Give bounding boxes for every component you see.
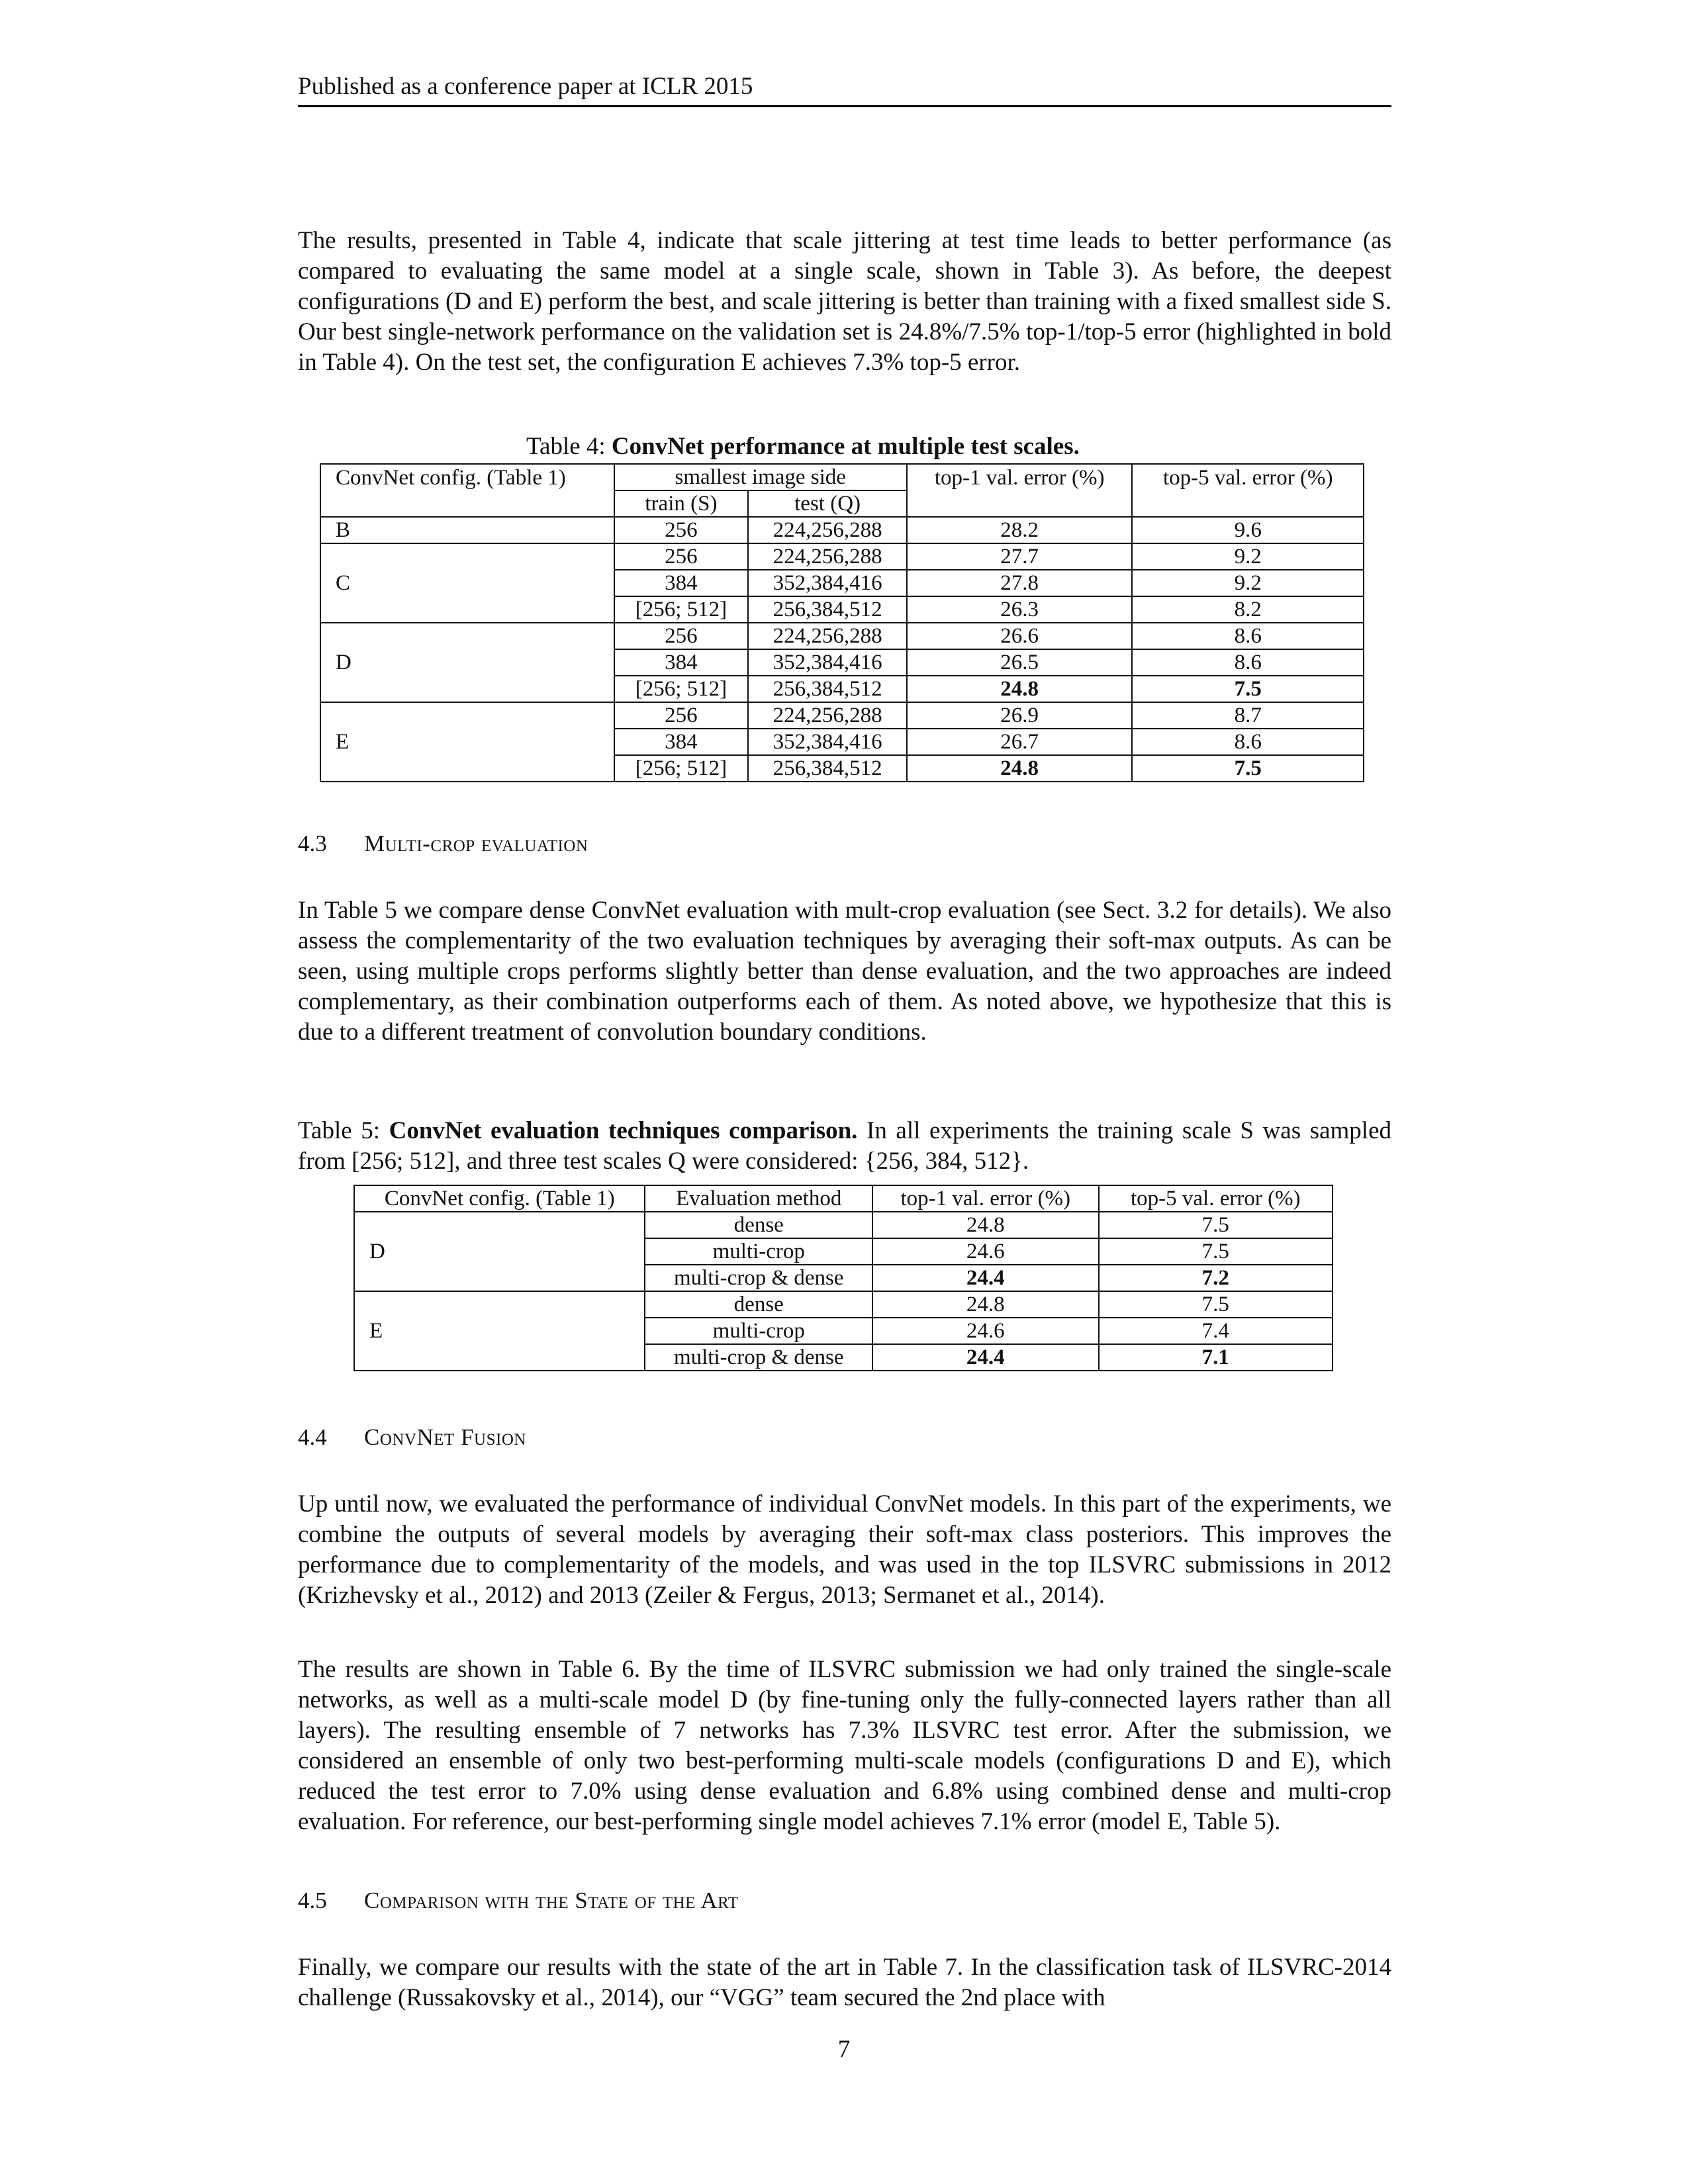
- table5-top1-cell: 24.8: [872, 1291, 1099, 1318]
- header-rule: [298, 105, 1391, 107]
- table4-caption-prefix: Table 4:: [526, 433, 612, 460]
- table5-top5-cell: 7.2: [1099, 1265, 1333, 1291]
- table4-subheader-top5-blank: [1132, 490, 1364, 517]
- table5-header-config: ConvNet config. (Table 1): [354, 1185, 645, 1212]
- table4: [320, 463, 1364, 782]
- table4-train-cell: [256; 512]: [614, 596, 749, 623]
- section-4-3-title: Multi-crop evaluation: [364, 831, 588, 856]
- table5-method-cell: multi-crop: [645, 1238, 872, 1265]
- table4-test-cell: 352,384,416: [748, 729, 907, 755]
- table5-method-cell: multi-crop & dense: [645, 1265, 872, 1291]
- table4-top1-cell: 26.5: [907, 649, 1133, 676]
- table4-header-top1: top-1 val. error (%): [907, 464, 1133, 490]
- table4-config-cell: C: [320, 543, 614, 623]
- state-of-art-paragraph: Finally, we compare our results with the state of the art in Table 7. In the classification task of ILSVRC-2014 challenge (Russakovsky et al., 2014), our “VGG” team secured the 2nd place with: [298, 1954, 1391, 2011]
- section-4-5-number: 4.5: [298, 1888, 327, 1913]
- table4-row: [320, 543, 1364, 570]
- section-4-4-number: 4.4: [298, 1424, 327, 1450]
- section-4-3-number: 4.3: [298, 831, 327, 856]
- section-4-3-heading: [298, 829, 588, 858]
- table5-caption-prefix: Table 5:: [298, 1117, 389, 1144]
- table5-header-top5: top-5 val. error (%): [1099, 1185, 1333, 1212]
- table4-train-cell: [256; 512]: [614, 676, 749, 702]
- table5-top5-cell: 7.1: [1099, 1344, 1333, 1371]
- table4-test-cell: 352,384,416: [748, 570, 907, 596]
- table5-caption: [298, 1116, 1391, 1177]
- table4-top1-cell: 26.6: [907, 623, 1133, 649]
- table5-method-cell: multi-crop: [645, 1318, 872, 1344]
- table4-train-cell: 256: [614, 543, 749, 570]
- table4-top5-cell: 9.2: [1132, 570, 1364, 596]
- table4-train-cell: 256: [614, 623, 749, 649]
- table5-header-method: Evaluation method: [645, 1185, 872, 1212]
- table5-header-row: [354, 1185, 1333, 1212]
- table4-top5-cell: 8.6: [1132, 649, 1364, 676]
- table4-top1-cell: 24.8: [907, 755, 1133, 782]
- table4-test-cell: 256,384,512: [748, 596, 907, 623]
- section-4-5-title: Comparison with the State of the Art: [364, 1888, 739, 1913]
- table4-top5-cell: 7.5: [1132, 676, 1364, 702]
- table4-test-cell: 256,384,512: [748, 755, 907, 782]
- table4-top5-cell: 8.6: [1132, 623, 1364, 649]
- table5-row: [354, 1212, 1333, 1238]
- table4-train-cell: [256; 512]: [614, 755, 749, 782]
- running-header: Published as a conference paper at ICLR 2015: [298, 73, 753, 100]
- table4-top1-cell: 26.7: [907, 729, 1133, 755]
- table5-caption-title: ConvNet evaluation techniques comparison.: [389, 1117, 858, 1144]
- table4-train-cell: 256: [614, 517, 749, 543]
- table4-subheader-config-blank: [320, 490, 614, 517]
- table5-top1-cell: 24.8: [872, 1212, 1099, 1238]
- table4-header-smallest-side: smallest image side: [614, 464, 907, 490]
- table4-top5-cell: 9.2: [1132, 543, 1364, 570]
- table4-config-cell: E: [320, 702, 614, 782]
- table5-top5-cell: 7.5: [1099, 1291, 1333, 1318]
- fusion-paragraph-2: The results are shown in Table 6. By the time of ILSVRC submission we had only trained the single-scale networks, as well as a multi-scale model D (by fine-tuning only the fully-connected layers rather than all layers). The resulting ensemble of 7 networks has 7.3% ILSVRC test error. After the submission, we considered an ensemble of only two best-performing multi-scale models (configurations D and E), which reduced the test error to 7.0% using dense evaluation and 6.8% using combined dense and multi-crop evaluation. For reference, our best-performing single model achieves 7.1% error (model E, Table 5).: [298, 1656, 1391, 1835]
- table4-caption-title: ConvNet performance at multiple test scales.: [611, 433, 1080, 460]
- table4-test-cell: 256,384,512: [748, 676, 907, 702]
- table4-header-config: ConvNet config. (Table 1): [320, 464, 614, 490]
- table4-row: [320, 517, 1364, 543]
- table5-top1-cell: 24.6: [872, 1238, 1099, 1265]
- table4-top5-cell: 8.6: [1132, 729, 1364, 755]
- section-4-5-heading: [298, 1886, 739, 1915]
- table5-header-top1: top-1 val. error (%): [872, 1185, 1099, 1212]
- table5-top5-cell: 7.5: [1099, 1212, 1333, 1238]
- table4-top1-cell: 26.9: [907, 702, 1133, 729]
- table4-train-cell: 256: [614, 702, 749, 729]
- multicrop-paragraph: In Table 5 we compare dense ConvNet evaluation with mult-crop evaluation (see Sect. 3.2 for details). We also assess the complementarity of the two evaluation techniques by averaging their soft-max outputs. As can be seen, using multiple crops performs slightly better than dense evaluation, and the two approaches are indeed complementary, as their combination outperforms each of them. As noted above, we hypothesize that this is due to a different treatment of convolution boundary conditions.: [298, 897, 1391, 1046]
- table5: [353, 1185, 1333, 1371]
- table5-top1-cell: 24.4: [872, 1344, 1099, 1371]
- table5-method-cell: multi-crop & dense: [645, 1344, 872, 1371]
- table4-train-cell: 384: [614, 570, 749, 596]
- table4-top1-cell: 24.8: [907, 676, 1133, 702]
- table5-top5-cell: 7.5: [1099, 1238, 1333, 1265]
- table4-header-top5: top-5 val. error (%): [1132, 464, 1364, 490]
- table4-header-train: train (S): [614, 490, 749, 517]
- table4-test-cell: 224,256,288: [748, 543, 907, 570]
- table4-top1-cell: 28.2: [907, 517, 1133, 543]
- table4-row: [320, 623, 1364, 649]
- table5-row: [354, 1291, 1333, 1318]
- table5-top5-cell: 7.4: [1099, 1318, 1333, 1344]
- table4-test-cell: 352,384,416: [748, 649, 907, 676]
- table4-train-cell: 384: [614, 729, 749, 755]
- table4-top5-cell: 9.6: [1132, 517, 1364, 543]
- table4-test-cell: 224,256,288: [748, 702, 907, 729]
- table5-config-cell: D: [354, 1212, 645, 1291]
- table4-test-cell: 224,256,288: [748, 623, 907, 649]
- page-number: 7: [837, 2036, 851, 2063]
- table4-top1-cell: 26.3: [907, 596, 1133, 623]
- table4-top1-cell: 27.7: [907, 543, 1133, 570]
- table5-top1-cell: 24.4: [872, 1265, 1099, 1291]
- table4-top5-cell: 8.2: [1132, 596, 1364, 623]
- table5-config-cell: E: [354, 1291, 645, 1371]
- fusion-paragraph-1: Up until now, we evaluated the performance of individual ConvNet models. In this part of the experiments, we combine the outputs of several models by averaging their soft-max class posteriors. This improves the performance due to complementarity of the models, and was used in the top ILSVRC submissions in 2012 (Krizhevsky et al., 2012) and 2013 (Zeiler & Fergus, 2013; Sermanet et al., 2014).: [298, 1490, 1391, 1609]
- table4-subheader-top1-blank: [907, 490, 1133, 517]
- section-4-4-heading: [298, 1423, 526, 1452]
- results-paragraph: The results, presented in Table 4, indicate that scale jittering at test time leads to better performance (as compared to evaluating the same model at a single scale, shown in Table 3). As before, the deepest configurations (D and E) perform the best, and scale jittering is better than training with a fixed smallest side S. Our best single-network performance on the validation set is 24.8%/7.5% top-1/top-5 error (highlighted in bold in Table 4). On the test set, the configuration E achieves 7.3% top-5 error.: [298, 227, 1391, 376]
- table4-config-cell: D: [320, 623, 614, 702]
- table4-config-cell: B: [320, 517, 614, 543]
- table4-top5-cell: 8.7: [1132, 702, 1364, 729]
- table4-header-test: test (Q): [748, 490, 907, 517]
- table4-train-cell: 384: [614, 649, 749, 676]
- table5-caption-rest: In all experiments the training scale S was sampled from [256; 512], and three test scales Q were considered: {256, 384, 512}.: [298, 1117, 1391, 1175]
- table4-row: [320, 702, 1364, 729]
- table4-subheader-row: [320, 490, 1364, 517]
- table5-method-cell: dense: [645, 1212, 872, 1238]
- table5-top1-cell: 24.6: [872, 1318, 1099, 1344]
- table4-top5-cell: 7.5: [1132, 755, 1364, 782]
- table5-method-cell: dense: [645, 1291, 872, 1318]
- table4-top1-cell: 27.8: [907, 570, 1133, 596]
- table4-header-row: [320, 464, 1364, 490]
- table4-caption: [526, 432, 1080, 462]
- table4-test-cell: 224,256,288: [748, 517, 907, 543]
- section-4-4-title: ConvNet Fusion: [364, 1424, 526, 1450]
